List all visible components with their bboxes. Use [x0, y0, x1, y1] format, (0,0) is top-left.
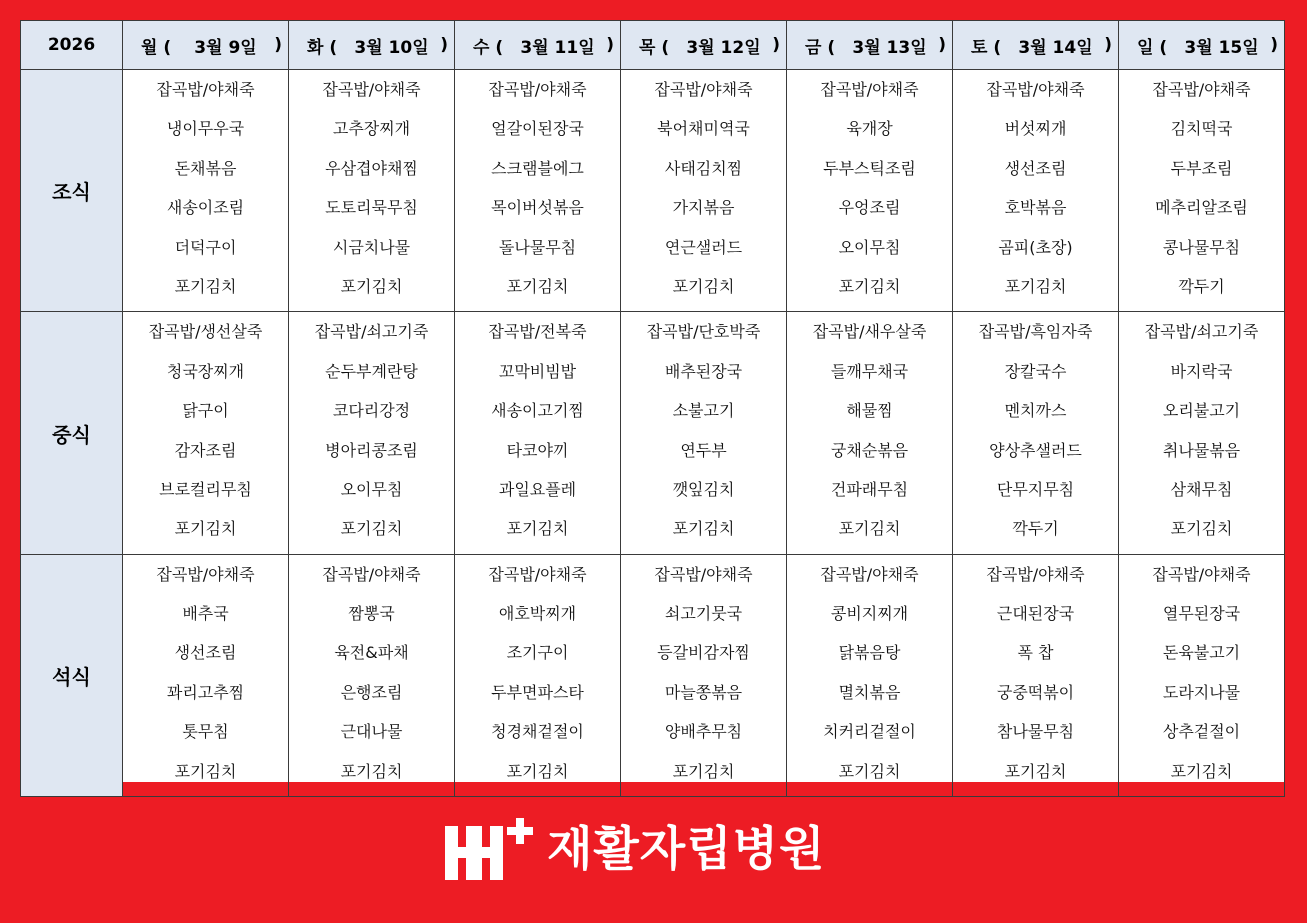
dish-item: 잡곡밥/야채죽 [1152, 564, 1251, 584]
menu-cell [953, 312, 1119, 554]
date-label: 3월 12일 [686, 37, 761, 58]
dish-item: 고추장찌개 [332, 119, 411, 139]
day-header [123, 21, 289, 70]
dish-item: 가지볶음 [672, 198, 735, 218]
dish-item: 사태김치찜 [664, 158, 743, 178]
dish-item: 두부조림 [1170, 158, 1233, 178]
dish-item: 바지락국 [1170, 361, 1233, 381]
dish-item: 애호박찌개 [498, 604, 577, 624]
hplus-logo-icon [443, 818, 547, 882]
dish-item: 양상추샐러드 [989, 440, 1082, 460]
dish-item: 멘치까스 [1004, 401, 1067, 421]
dish-item: 잡곡밥/야채죽 [322, 80, 421, 99]
menu-cell [621, 70, 787, 312]
dish-item: 생선조림 [174, 643, 237, 663]
dish-item: 궁중떡볶이 [996, 682, 1075, 702]
dish-item: 잡곡밥/전복죽 [488, 322, 587, 342]
dish-item: 포기김치 [1004, 761, 1067, 781]
weekday-label: 수 ( [473, 37, 504, 58]
dish-item: 스크램블에그 [491, 158, 584, 178]
dish-item: 들깨무채국 [830, 361, 909, 381]
weekly-menu-table [20, 20, 1285, 797]
menu-sheet [20, 20, 1285, 782]
day-header [621, 21, 787, 70]
menu-cell [123, 70, 289, 312]
hospital-logo [443, 818, 825, 882]
date-label: 3월 13일 [852, 37, 927, 58]
menu-cell [123, 554, 289, 796]
menu-cell [787, 70, 953, 312]
dish-item: 포기김치 [838, 276, 901, 296]
dish-item: 삼채무침 [1170, 479, 1233, 499]
dish-item: 얼갈이된장국 [491, 119, 584, 139]
dish-item: 잡곡밥/새우살죽 [812, 322, 927, 342]
dish-item: 코다리강정 [332, 401, 411, 421]
dish-item: 감자조림 [174, 440, 237, 460]
dish-item: 열무된장국 [1162, 604, 1241, 624]
dish-item: 목이버섯볶음 [491, 198, 584, 218]
dish-item: 양배추무침 [664, 722, 743, 742]
dish-item: 근대된장국 [996, 604, 1075, 624]
dish-item: 새송이고기찜 [491, 401, 584, 421]
dish-item: 궁채순볶음 [830, 440, 909, 460]
menu-cell [289, 312, 455, 554]
dish-item: 포기김치 [506, 761, 569, 781]
dish-item: 우삼겹야채찜 [325, 158, 418, 178]
dish-item: 콩나물무침 [1162, 237, 1241, 257]
dish-item: 잡곡밥/야채죽 [488, 564, 587, 584]
dish-item: 포기김치 [506, 519, 569, 539]
dish-item: 잡곡밥/야채죽 [820, 564, 919, 584]
dish-item: 돈채볶음 [174, 158, 237, 178]
dish-item: 타코야끼 [506, 440, 569, 460]
meal-row [21, 312, 1285, 554]
dish-item: 포기김치 [672, 761, 735, 781]
dish-item: 잡곡밥/야채죽 [156, 80, 255, 99]
date-label: 3월 15일 [1184, 37, 1259, 58]
dish-item: 등갈비감자찜 [657, 643, 750, 663]
dish-item: 청국장찌개 [166, 361, 245, 381]
day-header [953, 21, 1119, 70]
weekday-label: 화 ( [307, 37, 338, 58]
dish-item: 두부면파스타 [491, 682, 584, 702]
dish-item: 조기구이 [506, 643, 569, 663]
dish-item: 포기김치 [672, 519, 735, 539]
dish-item: 건파래무침 [830, 479, 909, 499]
dish-item: 과일요플레 [498, 479, 577, 499]
dish-item: 상추겉절이 [1162, 722, 1241, 742]
dish-item: 잡곡밥/야채죽 [1152, 80, 1251, 99]
dish-item: 깍두기 [1012, 519, 1059, 539]
meal-label: 조식 [21, 70, 123, 312]
dish-item: 쇠고기뭇국 [664, 604, 743, 624]
weekday-label: 월 ( [141, 37, 172, 58]
dish-item: 청경채겉절이 [491, 722, 584, 742]
dish-item: 연근샐러드 [664, 237, 743, 257]
dish-item: 콩비지찌개 [830, 604, 909, 624]
meal-label: 석식 [21, 554, 123, 796]
dish-item: 도라지나물 [1162, 682, 1241, 702]
dish-item: 꼬막비빔밥 [498, 361, 577, 381]
day-header [1119, 21, 1285, 70]
menu-cell [123, 312, 289, 554]
menu-cell [953, 70, 1119, 312]
dish-item: 포기김치 [672, 276, 735, 296]
dish-item: 취나물볶음 [1162, 440, 1241, 460]
dish-item: 잡곡밥/쇠고기죽 [314, 322, 429, 342]
dish-item: 포기김치 [340, 519, 403, 539]
dish-item: 더덕구이 [174, 237, 237, 257]
hospital-name: 재활자립병원 [547, 822, 826, 877]
paren-close: ) [772, 35, 780, 55]
dish-item: 포기김치 [340, 276, 403, 296]
dish-item: 소불고기 [672, 401, 735, 421]
dish-item: 단무지무침 [996, 479, 1075, 499]
day-header [289, 21, 455, 70]
dish-item: 오리불고기 [1162, 401, 1241, 421]
dish-item: 닭구이 [182, 401, 229, 421]
menu-cell [1119, 554, 1285, 796]
dish-item: 잡곡밥/야채죽 [654, 80, 753, 99]
dish-item: 순두부계란탕 [325, 361, 418, 381]
menu-cell [953, 554, 1119, 796]
dish-item: 육전&파채 [334, 643, 409, 663]
paren-close: ) [938, 35, 946, 55]
dish-item: 냉이무우국 [166, 119, 245, 139]
dish-item: 포기김치 [838, 761, 901, 781]
dish-item: 잡곡밥/야채죽 [156, 564, 255, 584]
dish-item: 포기김치 [1170, 519, 1233, 539]
menu-cell [289, 554, 455, 796]
dish-item: 포기김치 [506, 276, 569, 296]
year-cell: 2026 [21, 21, 123, 70]
dish-item: 병아리콩조림 [325, 440, 418, 460]
menu-cell [787, 312, 953, 554]
dish-item: 근대나물 [340, 722, 403, 742]
paren-close: ) [1104, 35, 1112, 55]
dish-item: 포기김치 [1004, 276, 1067, 296]
dish-item: 잡곡밥/야채죽 [488, 80, 587, 99]
menu-cell [621, 312, 787, 554]
dish-item: 두부스틱조림 [823, 158, 916, 178]
dish-item: 잡곡밥/생선살죽 [148, 322, 263, 342]
menu-cell [1119, 70, 1285, 312]
dish-item: 포기김치 [174, 276, 237, 296]
dish-item: 잡곡밥/야채죽 [986, 564, 1085, 584]
menu-cell [455, 70, 621, 312]
dish-item: 깻잎김치 [672, 479, 735, 499]
dish-item: 잡곡밥/쇠고기죽 [1144, 322, 1259, 342]
menu-cell [787, 554, 953, 796]
dish-item: 잡곡밥/흑임자죽 [978, 322, 1093, 342]
dish-item: 포기김치 [1170, 761, 1233, 781]
menu-cell [1119, 312, 1285, 554]
dish-item: 돈육불고기 [1162, 643, 1241, 663]
meal-label: 중식 [21, 312, 123, 554]
dish-item: 치커리겉절이 [823, 722, 916, 742]
dish-item: 배추국 [182, 604, 229, 624]
paren-close: ) [1270, 35, 1278, 55]
dish-item: 도토리묵무침 [325, 198, 418, 218]
dish-item: 호박볶음 [1004, 198, 1067, 218]
dish-item: 포기김치 [340, 761, 403, 781]
dish-item: 마늘쫑볶음 [664, 682, 743, 702]
weekday-label: 목 ( [639, 37, 670, 58]
dish-item: 톳무침 [182, 722, 229, 742]
meal-row [21, 70, 1285, 312]
dish-item: 꽈리고추찜 [166, 682, 245, 702]
day-header [787, 21, 953, 70]
dish-item: 포기김치 [174, 519, 237, 539]
menu-cell [289, 70, 455, 312]
dish-item: 포기김치 [838, 519, 901, 539]
dish-item: 포기김치 [174, 761, 237, 781]
dish-item: 짬뽕국 [348, 604, 395, 624]
dish-item: 오이무침 [340, 479, 403, 499]
dish-item: 참나물무침 [996, 722, 1075, 742]
weekday-label: 토 ( [971, 37, 1002, 58]
dish-item: 김치떡국 [1170, 119, 1233, 139]
header-row [21, 21, 1285, 70]
dish-item: 새송이조림 [166, 198, 245, 218]
dish-item: 메추리알조림 [1155, 198, 1248, 218]
dish-item: 돌나물무침 [498, 237, 577, 257]
dish-item: 시금치나물 [332, 237, 411, 257]
dish-item: 북어채미역국 [657, 119, 750, 139]
date-label: 3월 9일 [194, 37, 257, 58]
dish-item: 잡곡밥/단호박죽 [646, 322, 761, 342]
dish-item: 연두부 [680, 440, 727, 460]
dish-item: 잡곡밥/야채죽 [654, 564, 753, 584]
dish-item: 버섯찌개 [1004, 119, 1067, 139]
paren-close: ) [440, 35, 448, 55]
meal-row [21, 554, 1285, 796]
dish-item: 멸치볶음 [838, 682, 901, 702]
dish-item: 은행조림 [340, 682, 403, 702]
menu-cell [455, 312, 621, 554]
dish-item: 폭 찹 [1017, 643, 1054, 663]
menu-cell [455, 554, 621, 796]
dish-item: 브로컬리무침 [159, 479, 252, 499]
weekday-label: 일 ( [1137, 37, 1168, 58]
date-label: 3월 14일 [1018, 37, 1093, 58]
date-label: 3월 11일 [520, 37, 595, 58]
dish-item: 생선조림 [1004, 158, 1067, 178]
dish-item: 장칼국수 [1004, 361, 1067, 381]
paren-close: ) [606, 35, 614, 55]
dish-item: 잡곡밥/야채죽 [322, 564, 421, 584]
dish-item: 해물찜 [846, 401, 893, 421]
dish-item: 육개장 [846, 119, 893, 139]
weekday-label: 금 ( [805, 37, 836, 58]
dish-item: 우엉조림 [838, 198, 901, 218]
dish-item: 잡곡밥/야채죽 [820, 80, 919, 99]
paren-close: ) [274, 35, 282, 55]
dish-item: 잡곡밥/야채죽 [986, 80, 1085, 99]
menu-cell [621, 554, 787, 796]
dish-item: 오이무침 [838, 237, 901, 257]
dish-item: 깍두기 [1178, 276, 1225, 296]
day-header [455, 21, 621, 70]
dish-item: 곰피(초장) [998, 237, 1073, 257]
date-label: 3월 10일 [354, 37, 429, 58]
dish-item: 닭볶음탕 [838, 643, 901, 663]
dish-item: 배추된장국 [664, 361, 743, 381]
